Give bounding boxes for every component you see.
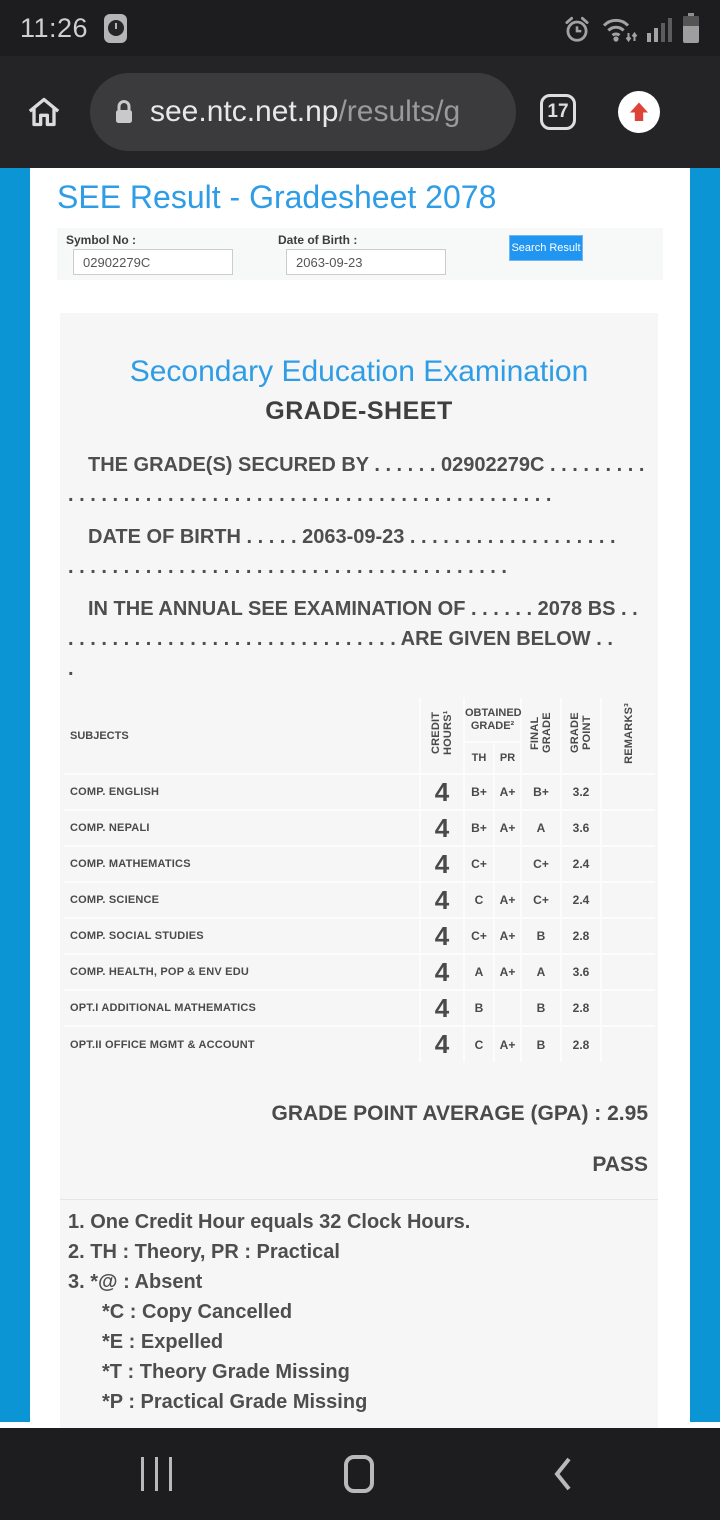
statement-paragraph [68,450,650,510]
recents-icon[interactable] [141,1457,172,1491]
table-row [64,990,655,1026]
cell-th: C+ [464,846,494,882]
cell-final: C+ [521,846,561,882]
cell-remarks [601,882,655,918]
result-status: PASS [592,1153,648,1176]
page-edge-left [0,168,30,1422]
cell-th: C [464,882,494,918]
cell-gp: 2.4 [561,882,601,918]
table-row [64,882,655,918]
alarm-icon [562,14,592,44]
cell-credit: 4 [420,846,464,882]
footnotes [60,1200,658,1417]
search-result-button[interactable]: Search Result [509,235,583,261]
header-remarks: REMARKS³ [601,698,655,774]
cell-remarks [601,774,655,810]
browser-home-button[interactable] [22,90,66,134]
chrome-update-button[interactable] [618,91,660,133]
footnote-line: *C : Copy Cancelled [102,1301,293,1323]
statement-line: . . . . . . . . . . . . . . . . . . . . . . . . . . . . . . ARE GIVEN BELOW . . [68,628,613,650]
statement-paragraph [68,522,650,582]
home-icon [24,92,64,132]
cell-pr: A+ [494,954,521,990]
tab-count: 17 [547,101,569,122]
cell-final: A [521,954,561,990]
battery-icon [682,13,700,44]
up-arrow-icon [626,99,652,125]
dob-label: Date of Birth : [278,233,358,247]
cell-th: A [464,954,494,990]
cell-final: C+ [521,882,561,918]
search-form [57,228,663,280]
cell-subject: OPT.II OFFICE MGMT & ACCOUNT [64,1026,420,1062]
symbol-input[interactable] [73,249,233,275]
cell-final: B [521,918,561,954]
cell-credit: 4 [420,774,464,810]
gradesheet-card [60,313,658,1428]
page-edge-right [690,168,720,1422]
url-host: see.ntc.net.np [150,95,339,128]
cell-pr: A+ [494,774,521,810]
back-icon[interactable] [550,1454,574,1499]
header-credit-hours: CREDIT HOURS¹ [420,698,464,774]
gpa-text: GRADE POINT AVERAGE (GPA) : 2.95 [271,1102,648,1125]
cell-credit: 4 [420,918,464,954]
cell-gp: 2.8 [561,990,601,1026]
cell-final: B [521,1026,561,1062]
status-bar [0,0,720,56]
symbol-field-group [57,228,278,275]
cell-pr [494,846,521,882]
cell-remarks [601,810,655,846]
header-obtained-grade: OBTAINED GRADE² [464,698,521,742]
footnote-line: 3. *@ : Absent [68,1271,203,1293]
table-row [64,846,655,882]
statement-line: . . . . . . . . . . . . . . . . . . . . . . . . . . . . . . . . . . . . . . . . . . . . [68,484,552,506]
footnote-line: *P : Practical Grade Missing [102,1391,368,1413]
footnote-line: *E : Expelled [102,1331,224,1353]
cell-credit: 4 [420,990,464,1026]
cell-subject: OPT.I ADDITIONAL MATHEMATICS [64,990,420,1026]
page-title: SEE Result - Gradesheet 2078 [57,179,497,215]
footnote-line: 2. TH : Theory, PR : Practical [68,1241,340,1263]
android-nav-bar [0,1428,720,1520]
lock-icon [114,99,134,125]
statement-line: IN THE ANNUAL SEE EXAMINATION OF . . . . . . 2078 BS . . [88,598,638,620]
dob-field-group [278,228,503,275]
cell-subject: COMP. HEALTH, POP & ENV EDU [64,954,420,990]
cell-pr: A+ [494,918,521,954]
cell-remarks [601,918,655,954]
statement-paragraphs [60,450,658,684]
nav-home-icon[interactable] [344,1455,374,1493]
cell-remarks [601,990,655,1026]
footnote-line: *T : Theory Grade Missing [102,1361,350,1383]
browser-toolbar [0,56,720,168]
sheet-heading: Secondary Education Examination [129,355,589,388]
table-row [64,1026,655,1062]
header-pr: PR [494,742,521,774]
header-grade-point: GRADE POINT [561,698,601,774]
browser-viewport [0,168,720,1428]
cell-th: C+ [464,918,494,954]
cell-subject: COMP. NEPALI [64,810,420,846]
symbol-label: Symbol No : [66,233,137,247]
cell-credit: 4 [420,882,464,918]
cell-gp: 2.4 [561,846,601,882]
footnote-line: 1. One Credit Hour equals 32 Clock Hours. [68,1211,471,1233]
grades-table-body [64,774,655,1062]
grades-table [64,698,655,1062]
cell-gp: 2.8 [561,1026,601,1062]
sheet-subheading: GRADE-SHEET [265,397,453,425]
statement-line: . [68,658,74,680]
status-time: 11:26 [20,12,89,43]
url-text [150,95,460,129]
cell-final: A [521,810,561,846]
notification-clock-icon [104,14,127,43]
cell-pr: A+ [494,810,521,846]
cell-th: B [464,990,494,1026]
table-row [64,810,655,846]
cell-remarks [601,954,655,990]
cell-th: B+ [464,774,494,810]
table-row [64,954,655,990]
cell-gp: 3.6 [561,954,601,990]
url-path: /results/g [338,95,461,128]
cell-th: C [464,1026,494,1062]
url-bar[interactable] [90,73,516,151]
cell-credit: 4 [420,1026,464,1062]
table-row [64,774,655,810]
cell-gp: 3.2 [561,774,601,810]
cell-subject: COMP. SCIENCE [64,882,420,918]
cell-final: B [521,990,561,1026]
statement-paragraph [68,594,650,684]
wifi-updown-icon [601,14,638,44]
cell-final: B+ [521,774,561,810]
cell-gp: 3.6 [561,810,601,846]
statement-line: THE GRADE(S) SECURED BY . . . . . . 02902279C . . . . . . . . . [88,454,645,476]
cell-gp: 2.8 [561,918,601,954]
statement-line: . . . . . . . . . . . . . . . . . . . . . . . . . . . . . . . . . . . . . . . . [68,556,507,578]
cell-pr: A+ [494,1026,521,1062]
header-th: TH [464,742,494,774]
header-final-grade: FINAL GRADE [521,698,561,774]
cell-pr: A+ [494,882,521,918]
cell-pr [494,990,521,1026]
signal-bars-icon [647,14,673,44]
cell-remarks [601,846,655,882]
dob-input[interactable] [286,249,446,275]
header-subjects: SUBJECTS [64,698,420,774]
cell-credit: 4 [420,810,464,846]
cell-subject: COMP. MATHEMATICS [64,846,420,882]
statement-line: DATE OF BIRTH . . . . . 2063-09-23 . . . . . . . . . . . . . . . . . . . [88,526,616,548]
table-row [64,918,655,954]
page-content [30,168,690,1428]
cell-remarks [601,1026,655,1062]
cell-th: B+ [464,810,494,846]
cell-subject: COMP. ENGLISH [64,774,420,810]
tab-switcher-button[interactable] [540,94,576,130]
cell-subject: COMP. SOCIAL STUDIES [64,918,420,954]
cell-credit: 4 [420,954,464,990]
